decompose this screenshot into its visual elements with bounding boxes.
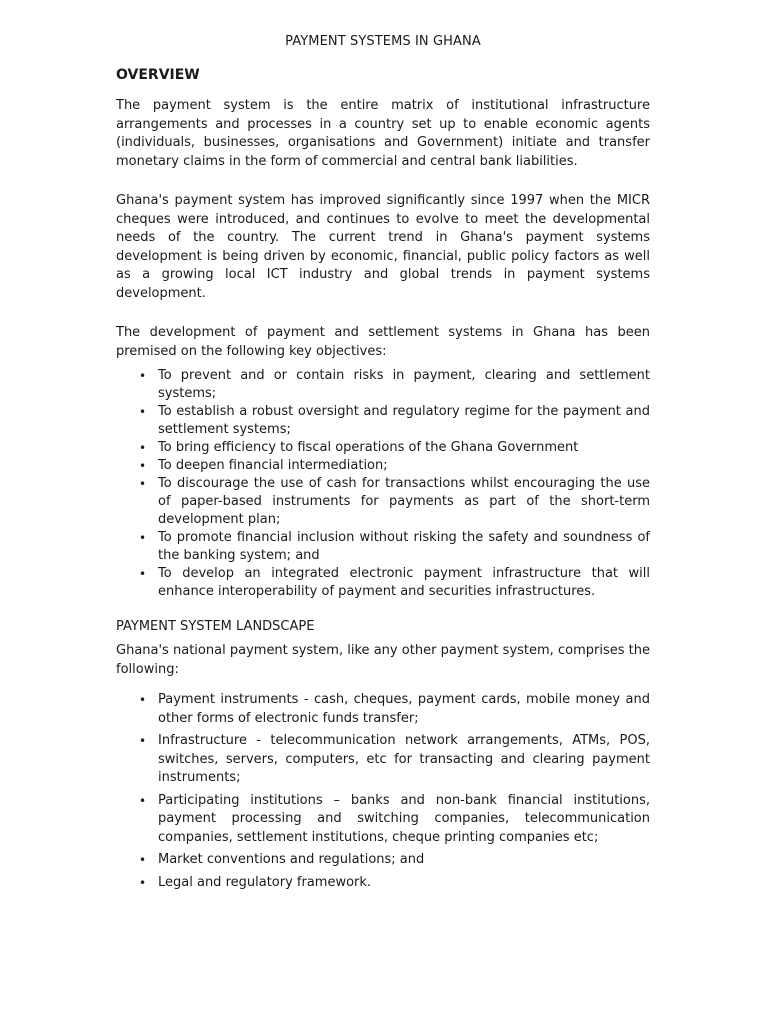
bullet-icon: • — [139, 369, 147, 383]
bullet-icon: • — [139, 405, 147, 419]
list-item — [116, 367, 650, 403]
paragraph-definition: The payment system is the entire matrix of institutional infrastructure arrangements and processes in a country set up to enable economic agents (individuals, businesses, organisations and Government) initiate and transfer monetary claims in the form of commercial and central bank liabilities. — [116, 98, 650, 169]
landscape-heading: PAYMENT SYSTEM LANDSCAPE — [116, 619, 315, 634]
list-item — [116, 792, 650, 848]
list-item — [116, 732, 650, 788]
list-item — [116, 851, 650, 870]
list-item — [116, 439, 650, 457]
objectives-list — [116, 367, 650, 601]
list-item-text: To deepen financial intermediation; — [158, 458, 388, 473]
paragraph-objectives-intro: The development of payment and settlement systems in Ghana has been premised on the following key objectives: — [116, 325, 650, 359]
bullet-icon: • — [139, 531, 147, 545]
list-item-text: Market conventions and regulations; and — [158, 852, 425, 867]
bullet-icon: • — [139, 477, 147, 491]
list-item — [116, 475, 650, 529]
list-item-text: Legal and regulatory framework. — [158, 874, 372, 890]
list-item — [116, 874, 650, 893]
list-item — [116, 457, 650, 475]
bullet-icon: • — [139, 734, 147, 748]
document-title: PAYMENT SYSTEMS IN GHANA — [285, 34, 481, 49]
bullet-icon: • — [139, 875, 147, 890]
list-item-text: Infrastructure - telecommunication network arrangements, ATMs, POS, switches, servers, computers, etc for transacting and clearing payment instruments; — [158, 733, 650, 785]
list-item-text: To promote financial inclusion without risking the safety and soundness of the banking system; and — [158, 530, 650, 563]
list-item — [116, 691, 650, 728]
bullet-icon: • — [139, 567, 147, 581]
document-page — [116, 34, 650, 896]
overview-heading: OVERVIEW — [116, 67, 200, 83]
list-item-text: To establish a robust oversight and regulatory regime for the payment and settlement systems; — [158, 404, 650, 437]
list-item-text: Participating institutions – banks and non-bank financial institutions, payment processing and switching companies, telecommunication companies, settlement institutions, cheque printing companies etc; — [158, 792, 650, 845]
landscape-list — [116, 691, 650, 892]
paragraph-history: Ghana's payment system has improved significantly since 1997 when the MICR cheques were introduced, and continues to evolve to meet the developmental needs of the country. The current trend in Ghana's payment systems development is being driven by economic, financial, public policy factors as well as a growing local ICT industry and global trends in payment systems development. — [116, 193, 650, 301]
paragraph-landscape-intro: Ghana's national payment system, like any other payment system, comprises the following: — [116, 643, 650, 677]
list-item — [116, 403, 650, 439]
list-item-text: To discourage the use of cash for transactions whilst encouraging the use of paper-based instruments for payments as part of the short-term development plan; — [158, 476, 650, 527]
list-item-text: Payment instruments - cash, cheques, payment cards, mobile money and other forms of electronic funds transfer; — [158, 692, 650, 726]
list-item-text: To bring efficiency to fiscal operations of the Ghana Government — [158, 440, 579, 455]
list-item-text: To prevent and or contain risks in payment, clearing and settlement systems; — [158, 368, 650, 401]
list-item — [116, 565, 650, 601]
bullet-icon: • — [139, 853, 147, 867]
bullet-icon: • — [139, 793, 147, 808]
bullet-icon: • — [139, 441, 147, 455]
list-item-text: To develop an integrated electronic payment infrastructure that will enhance interoperability of payment and securities infrastructures. — [158, 566, 650, 599]
list-item — [116, 529, 650, 565]
bullet-icon: • — [139, 459, 147, 473]
bullet-icon: • — [139, 693, 147, 707]
